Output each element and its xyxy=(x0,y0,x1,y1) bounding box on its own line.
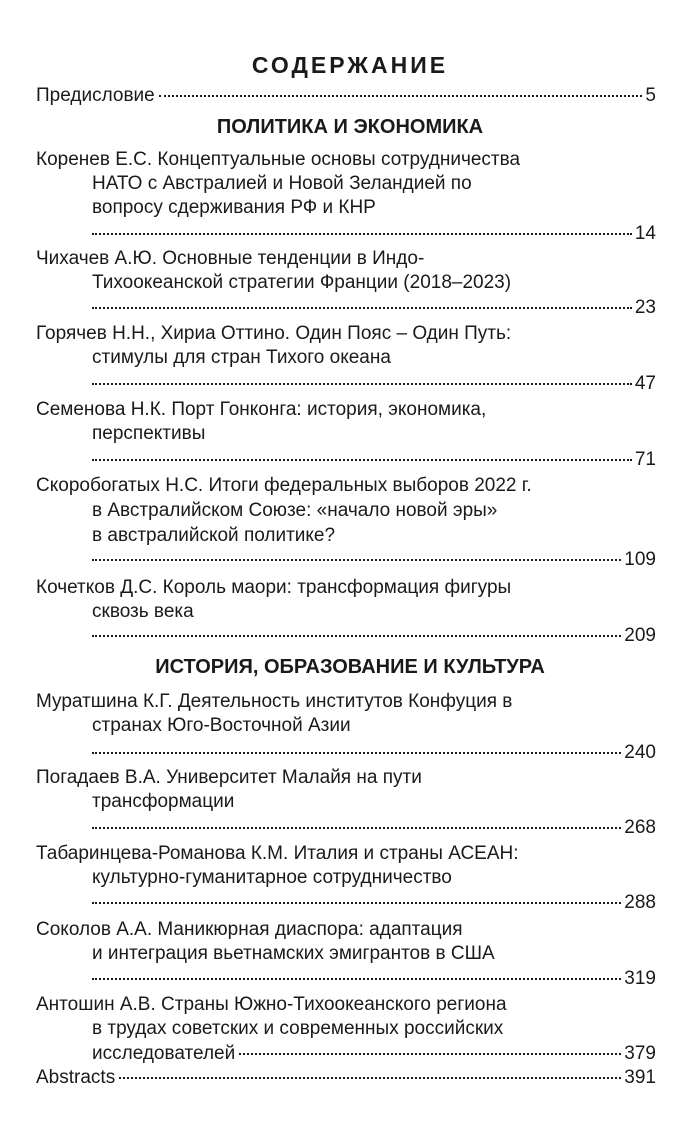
dot-leader xyxy=(92,559,621,561)
entry-line: перспективы xyxy=(92,423,206,444)
page-number: 47 xyxy=(634,373,656,394)
toc-leader-row[interactable] xyxy=(92,967,656,991)
dot-leader xyxy=(92,233,632,235)
entry-line: в трудах советских и современных российских xyxy=(92,1018,504,1039)
toc-leader-row[interactable] xyxy=(92,624,656,648)
toc-preface-row[interactable] xyxy=(36,84,656,108)
entry-line: НАТО с Австралией и Новой Зеландией по xyxy=(92,173,472,194)
toc-leader-row[interactable] xyxy=(92,1042,656,1066)
entry-line: Чихачев А.Ю. Основные тенденции в Индо- xyxy=(36,248,425,269)
page-number: 391 xyxy=(624,1067,656,1088)
page-number: 379 xyxy=(624,1043,656,1064)
entry-line: стимулы для стран Тихого океана xyxy=(92,347,391,368)
page-number: 23 xyxy=(634,297,656,318)
entry-line: Табаринцева-Романова К.М. Италия и страны АСЕАН: xyxy=(36,843,519,864)
entry-line: Кочетков Д.С. Король маори: трансформация фигуры xyxy=(36,577,512,598)
page-number: 109 xyxy=(624,549,656,570)
entry-line: Горячев Н.Н., Хириа Оттино. Один Пояс – Один Путь: xyxy=(36,323,512,344)
toc-leader-row[interactable] xyxy=(92,891,656,915)
entry-line: Коренев Е.С. Концептуальные основы сотрудничества xyxy=(36,149,521,170)
entry-line: и интеграция вьетнамских эмигрантов в США xyxy=(92,943,495,964)
abstracts-label: Abstracts xyxy=(36,1067,116,1088)
page-number: 288 xyxy=(624,892,656,913)
page-number: 319 xyxy=(624,968,656,989)
section-title-history: ИСТОРИЯ, ОБРАЗОВАНИЕ И КУЛЬТУРА xyxy=(155,656,545,678)
entry-line: Погадаев В.А. Университет Малайя на пути xyxy=(36,767,422,788)
toc-leader-row[interactable] xyxy=(92,222,656,246)
entry-line: сквозь века xyxy=(92,601,194,622)
entry-line: Соколов А.А. Маникюрная диаспора: адаптация xyxy=(36,919,463,940)
dot-leader xyxy=(92,902,621,904)
page-number: 268 xyxy=(624,817,656,838)
toc-leader-row[interactable] xyxy=(92,372,656,396)
toc-leader-row[interactable] xyxy=(92,548,656,572)
page-number: 5 xyxy=(645,85,656,106)
preface-label: Предисловие xyxy=(36,85,155,106)
dot-leader xyxy=(239,1053,621,1055)
page-number: 240 xyxy=(624,742,656,763)
entry-line: Тихоокеанской стратегии Франции (2018–2023) xyxy=(92,272,512,293)
page-number: 14 xyxy=(634,223,656,244)
entry-line: Муратшина К.Г. Деятельность институтов Конфуция в xyxy=(36,691,513,712)
dot-leader xyxy=(92,752,621,754)
page-number: 71 xyxy=(634,449,656,470)
dot-leader xyxy=(92,459,632,461)
toc-leader-row[interactable] xyxy=(92,741,656,765)
entry-line: в Австралийском Союзе: «начало новой эры» xyxy=(92,500,498,521)
dot-leader xyxy=(119,1077,621,1079)
entry-line: Антошин А.В. Страны Южно-Тихоокеанского региона xyxy=(36,994,507,1015)
dot-leader xyxy=(92,307,632,309)
entry-last-line: исследователей xyxy=(92,1043,236,1064)
entry-line: Скоробогатых Н.С. Итоги федеральных выборов 2022 г. xyxy=(36,475,532,496)
dot-leader xyxy=(92,383,632,385)
entry-line: в австралийской политике? xyxy=(92,525,336,546)
entry-line: вопросу сдерживания РФ и КНР xyxy=(92,197,376,218)
page-number: 209 xyxy=(624,625,656,646)
toc-leader-row[interactable] xyxy=(92,816,656,840)
entry-line: странах Юго-Восточной Азии xyxy=(92,715,351,736)
toc-leader-row[interactable] xyxy=(92,448,656,472)
toc-leader-row[interactable] xyxy=(92,296,656,320)
dot-leader xyxy=(159,95,643,97)
entry-line: Семенова Н.К. Порт Гонконга: история, экономика, xyxy=(36,399,487,420)
dot-leader xyxy=(92,635,621,637)
dot-leader xyxy=(92,978,621,980)
entry-line: культурно-гуманитарное сотрудничество xyxy=(92,867,452,888)
dot-leader xyxy=(92,827,621,829)
toc-abstracts-row[interactable] xyxy=(36,1066,656,1090)
entry-line: трансформации xyxy=(92,791,235,812)
section-title-politics: ПОЛИТИКА И ЭКОНОМИКА xyxy=(216,116,484,138)
toc-title: СОДЕРЖАНИЕ xyxy=(251,52,449,78)
